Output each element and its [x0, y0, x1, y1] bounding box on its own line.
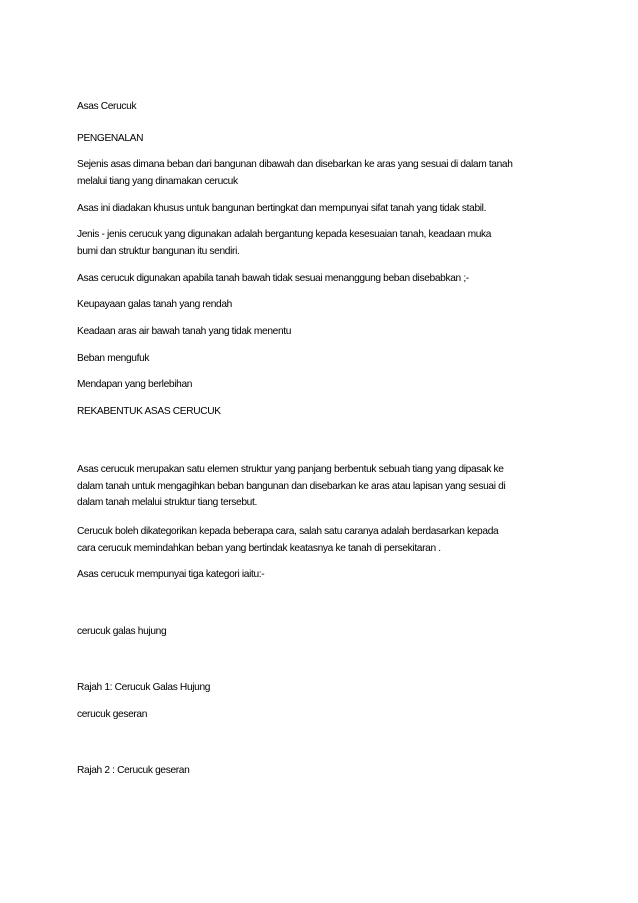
- text-line: bumi dan struktur bangunan itu sendiri.: [77, 245, 240, 257]
- text-line: Keupayaan galas tanah yang rendah: [77, 299, 232, 310]
- text-line: melalui tiang yang dinamakan cerucuk: [77, 175, 238, 187]
- paragraph-categories-intro: [77, 567, 567, 584]
- list-item-bearing-capacity: [77, 297, 567, 314]
- text-line: Asas Cerucuk: [77, 101, 137, 112]
- text-line: cerucuk galas hujung: [77, 626, 167, 637]
- text-line: cara cerucuk memindahkan beban yang bertindak keatasnya ke tanah di persekitaran .: [77, 542, 441, 554]
- figure-caption-1: [77, 680, 567, 697]
- text-line: REKABENTUK ASAS CERUCUK: [77, 406, 221, 417]
- text-line: dalam tanah untuk mengagihkan beban bangunan dan disebarkan ke aras atau lapisan yang sesuai di: [77, 480, 506, 492]
- text-line: Rajah 1: Cerucuk Galas Hujung: [77, 682, 211, 693]
- text-line: Keadaan aras air bawah tanah yang tidak menentu: [77, 326, 292, 337]
- paragraph-purpose: [77, 201, 567, 218]
- paragraph-usage: [77, 271, 567, 288]
- text-line: Mendapan yang berlebihan: [77, 379, 193, 390]
- category-friction: [77, 707, 567, 724]
- paragraph-types: [77, 227, 567, 260]
- text-line: dalam tanah melalui struktur tiang tersebut.: [77, 497, 257, 508]
- text-line: Asas ini diadakan khusus untuk bangunan bertingkat dan mempunyai sifat tanah yang tidak stabil.: [77, 203, 487, 214]
- section-heading-rekabentuk: [77, 404, 567, 421]
- document-title: [77, 99, 567, 116]
- text-line: Beban mengufuk: [77, 353, 150, 364]
- text-line: Asas cerucuk digunakan apabila tanah bawah tidak sesuai menanggung beban disebabkan ;-: [77, 273, 469, 284]
- list-item-groundwater: [77, 324, 567, 341]
- figure-caption-2: [77, 763, 567, 780]
- text-line: cerucuk geseran: [77, 709, 148, 720]
- text-line: Rajah 2 : Cerucuk geseran: [77, 765, 190, 776]
- list-item-settlement: [77, 377, 567, 394]
- text-line: Sejenis asas dimana beban dari bangunan dibawah dan disebarkan ke aras yang sesuai di dalam tanah: [77, 159, 513, 170]
- text-line: Asas cerucuk mempunyai tiga kategori iaitu:-: [77, 569, 265, 580]
- paragraph-definition: [77, 157, 567, 190]
- paragraph-element-description: [77, 462, 567, 512]
- text-line: Jenis - jenis cerucuk yang digunakan adalah bergantung kepada kesesuaian tanah, keadaan muka: [77, 229, 492, 240]
- list-item-lateral-load: [77, 351, 567, 368]
- paragraph-categorization: [77, 524, 567, 557]
- section-heading-pengenalan: [77, 131, 567, 148]
- text-line: Cerucuk boleh dikategorikan kepada beberapa cara, salah satu caranya adalah berdasarkan kepada: [77, 526, 499, 537]
- text-line: PENGENALAN: [77, 133, 144, 144]
- text-line: Asas cerucuk merupakan satu elemen struktur yang panjang berbentuk sebuah tiang yang dipasak ke: [77, 464, 504, 475]
- category-end-bearing: [77, 624, 567, 641]
